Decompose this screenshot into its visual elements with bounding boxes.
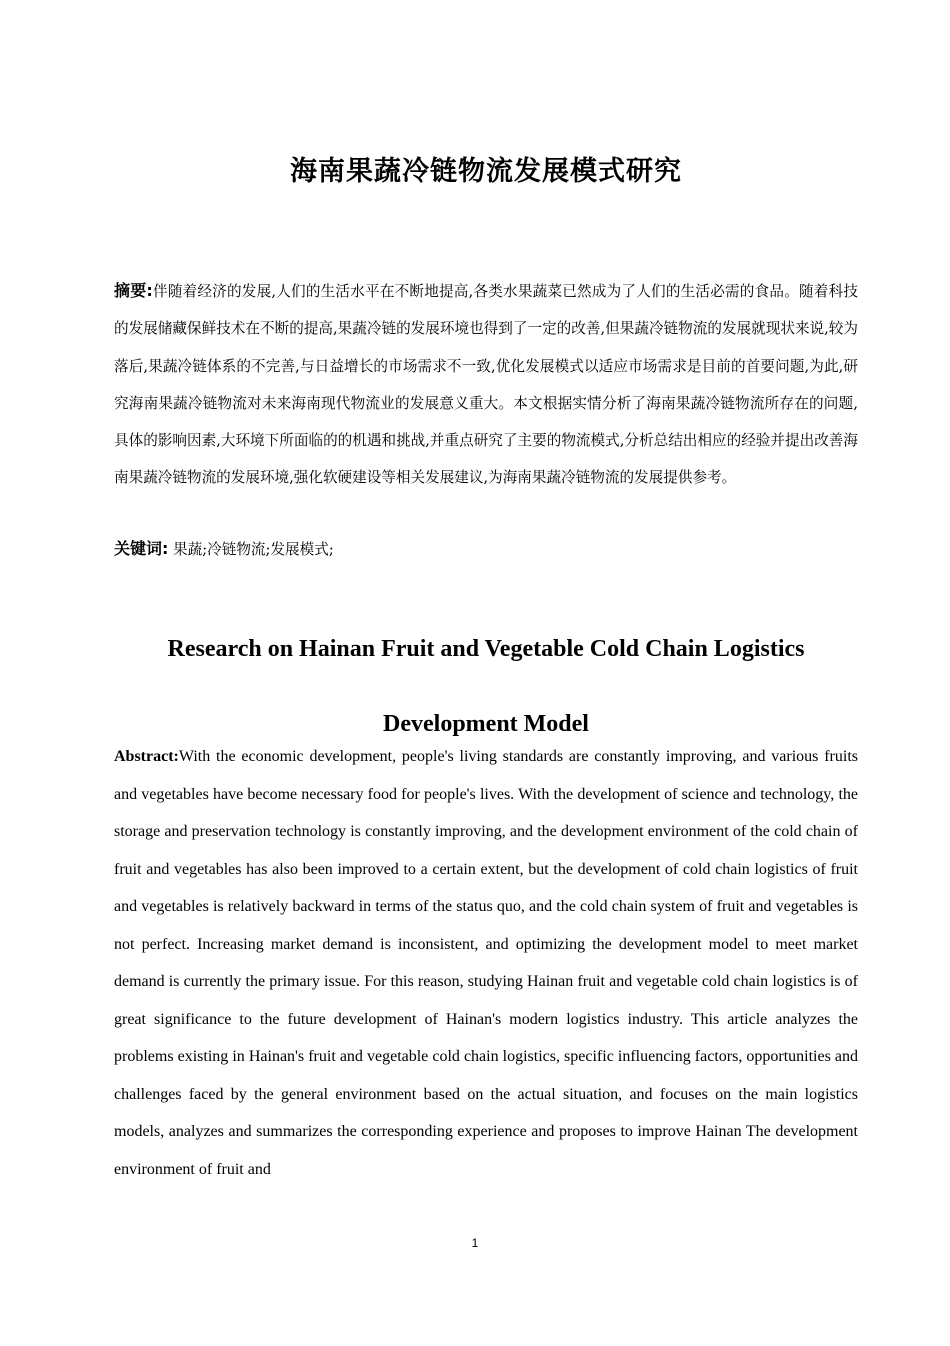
page-number: 1 — [471, 1236, 479, 1250]
english-title: Research on Hainan Fruit and Vegetable Cold Chain Logistics Development Model — [167, 636, 805, 737]
english-abstract — [114, 738, 858, 1188]
chinese-abstract-text: 伴随着经济的发展,人们的生活水平在不断地提高,各类水果蔬菜已然成为了人们的生活必需的食品。随着科技的发展储藏保鲜技术在不断的提高,果蔬冷链的发展环境也得到了一定的改善,但果蔬冷链物流的发展就现状来说,较为落后,果蔬冷链体系的不完善,与日益增长的市场需求不一致,优化发展模式以适应市场需求是目前的首要问题,为此,研究海南果蔬冷链物流对未来海南现代物流业的发展意义重大。本文根据实情分析了海南果蔬冷链物流所存在的问题,具体的影响因素,大环境下所面临的的机遇和挑战,并重点研究了主要的物流模式,分析总结出相应的经验并提出改善海南果蔬冷链物流的发展环境,强化软硬建设等相关发展建议,为海南果蔬冷链物流的发展提供参考。 — [114, 283, 858, 487]
chinese-title: 海南果蔬冷链物流发展模式研究 — [290, 156, 682, 187]
chinese-keywords — [114, 530, 858, 568]
chinese-keywords-label: 关键词: — [114, 539, 169, 558]
chinese-keywords-text: 果蔬;冷链物流;发展模式; — [173, 541, 334, 558]
english-abstract-text: With the economic development, people's living standards are constantly improving, and various fruits and vegetables have become necessary food for people's lives. With the development of science and technology, the storage and preservation technology is constantly improving, and the development environment of the cold chain of fruit and vegetables has also been improved to a certain extent, but the development of cold chain logistics of fruit and vegetables is relatively backward in terms of the status quo, and the cold chain system of fruit and vegetables is not perfect. Increasing market demand is inconsistent, and optimizing the development model to meet market demand is currently the primary issue. For this reason, studying Hainan fruit and vegetable cold chain logistics is of great significance to the future development of Hainan's modern logistics industry. This article analyzes the problems existing in Hainan's fruit and vegetable cold chain logistics, specific influencing factors, opportunities and challenges faced by the general environment based on the actual situation, and focuses on the main logistics models, analyzes and summarizes the corresponding experience and proposes to improve Hainan The development environment of fruit and — [114, 748, 858, 1178]
chinese-abstract-label: 摘要: — [114, 281, 153, 300]
english-abstract-label: Abstract: — [114, 748, 179, 765]
chinese-abstract — [114, 272, 858, 497]
